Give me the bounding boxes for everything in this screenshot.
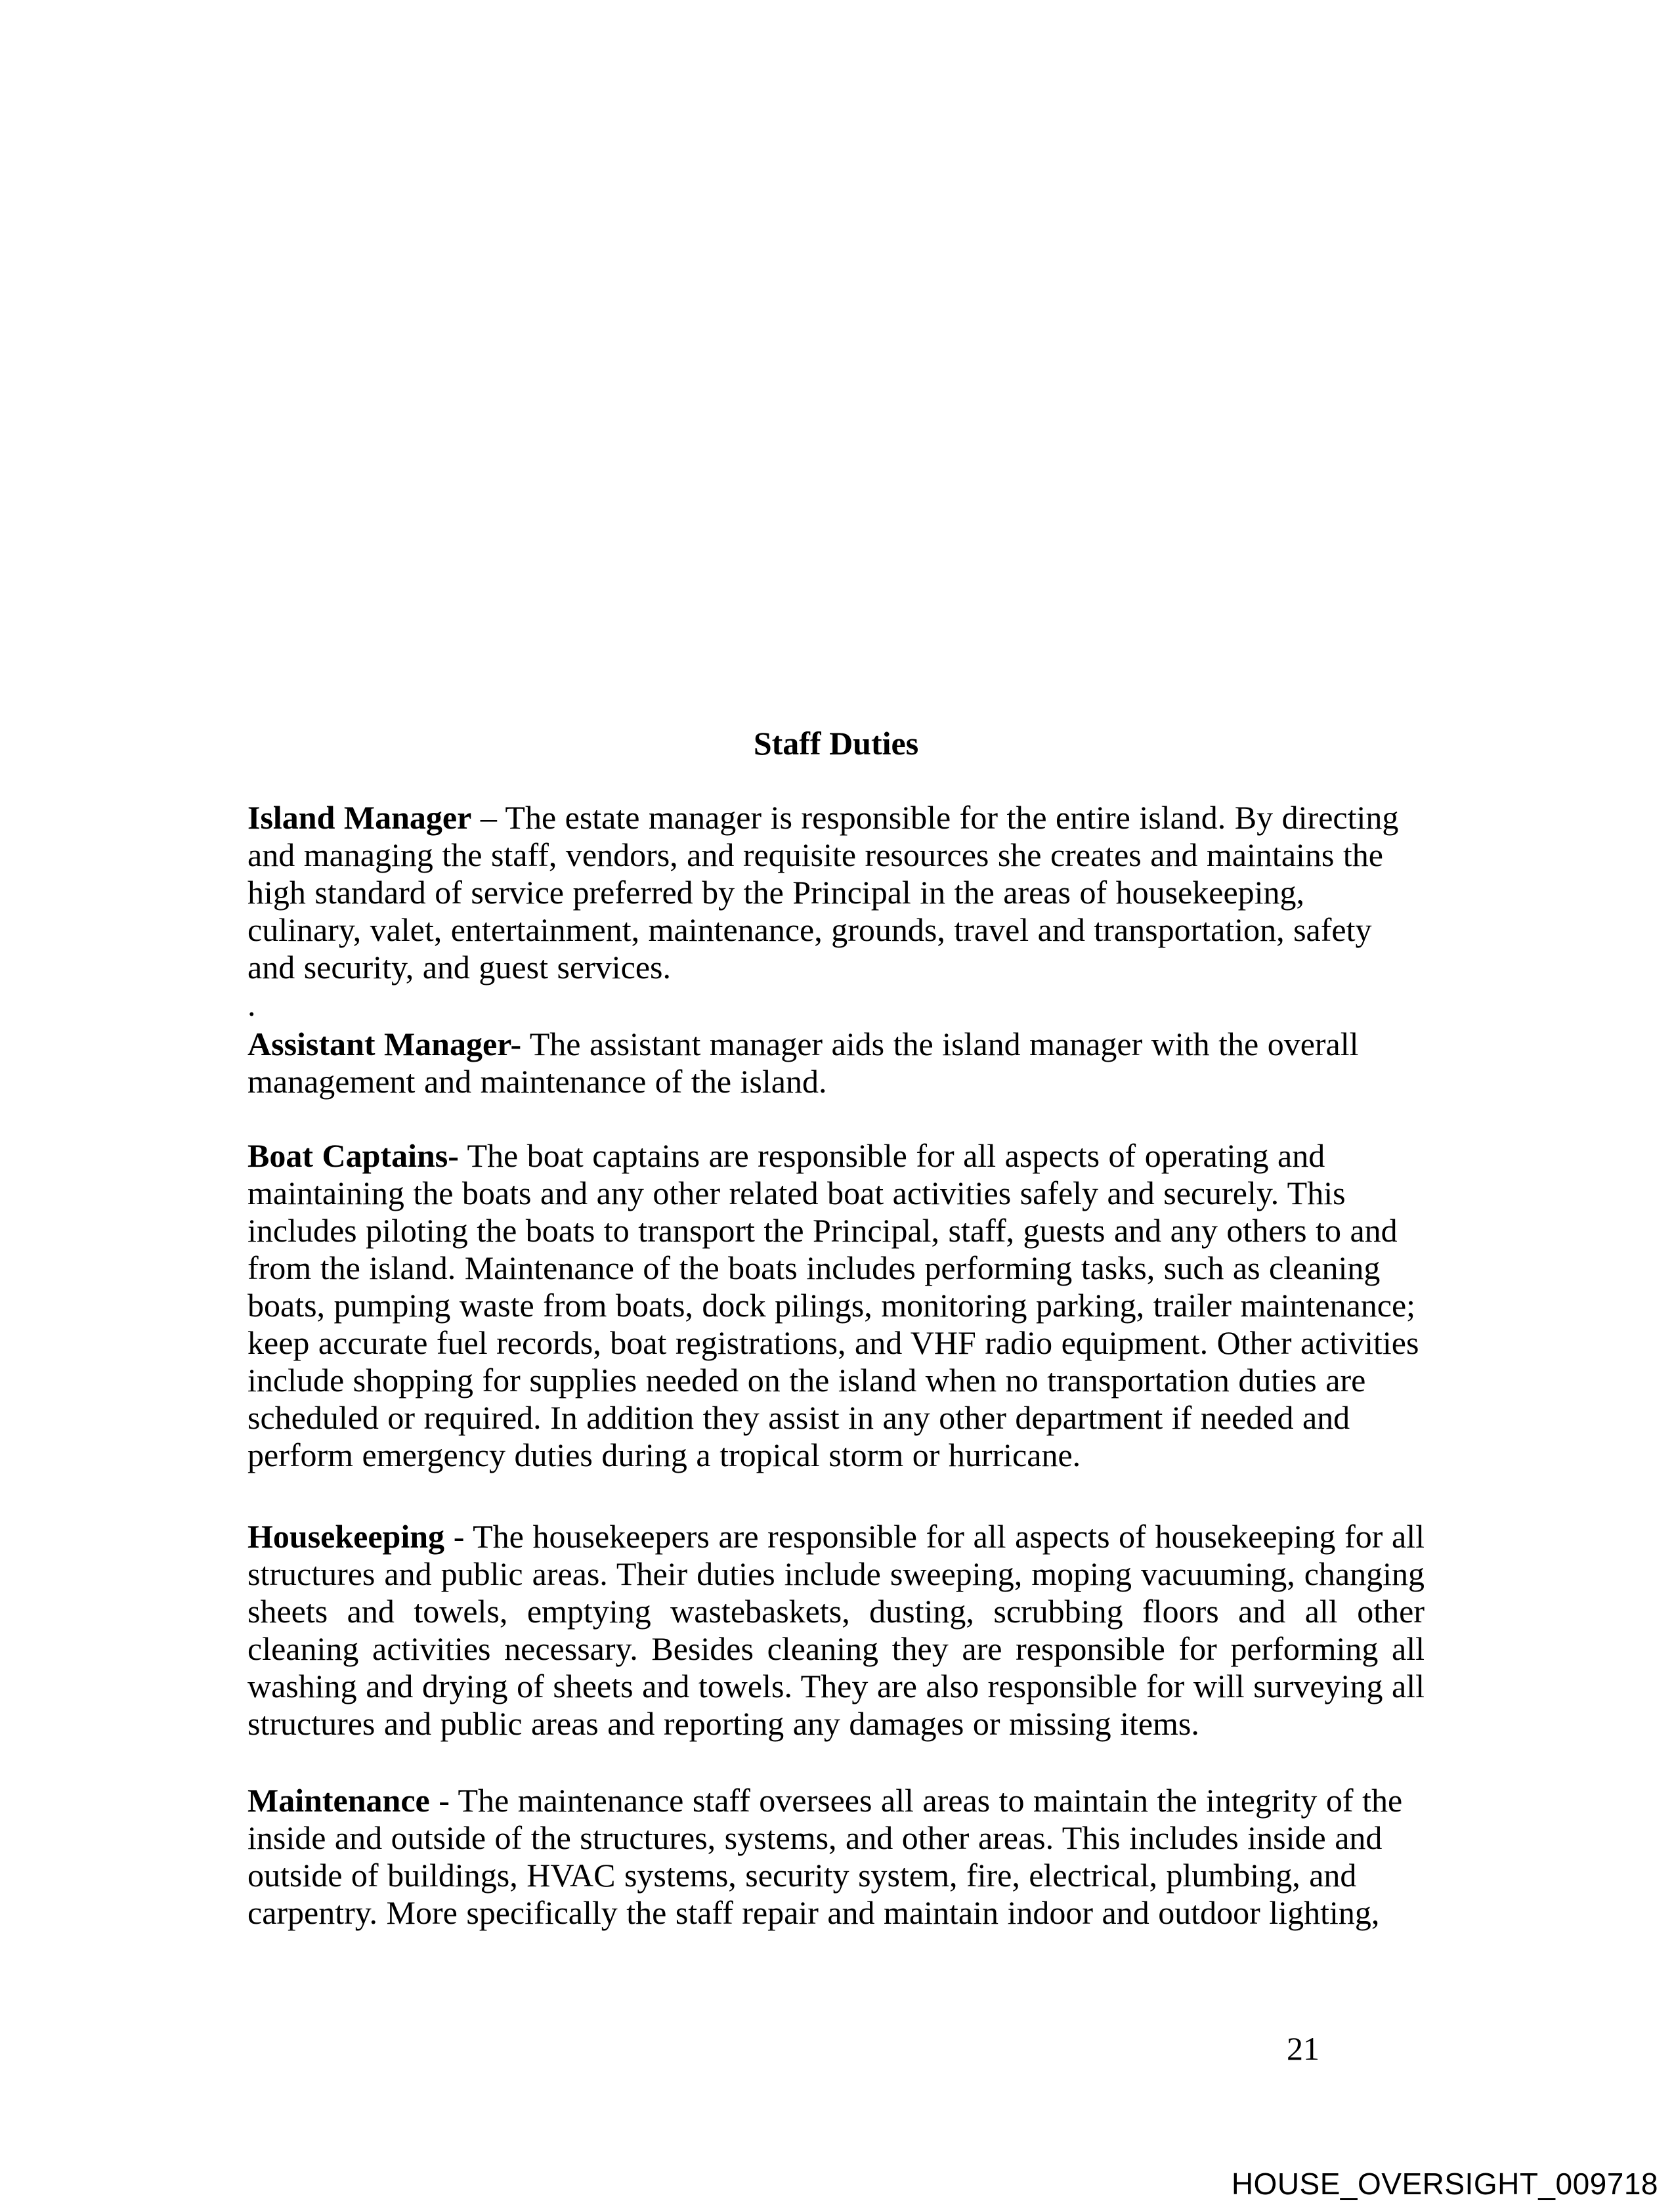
paragraph-maintenance-text: - The maintenance staff oversees all areas to maintain the integrity of the inside and outside of the structures, systems, and other areas. This includes inside and outside of buildings, HVAC systems, security system, fire, electrical, plumbing, and carpentry. More specifically the staff repair and maintain indoor and outdoor lighting,	[247, 1782, 1403, 1931]
paragraph-maintenance	[247, 1782, 1425, 1932]
paragraph-boat-captains	[247, 1137, 1425, 1474]
paragraph-housekeeping	[247, 1518, 1425, 1743]
paragraph-boat-captains-text: The boat captains are responsible for all aspects of operating and maintaining the boats and any other related boat activities safely and securely. This includes piloting the boats to transport the Principal, staff, guests and any others to and from the island. Maintenance of the boats includes performing tasks, such as cleaning boats, pumping waste from boats, dock pilings, monitoring parking, trailer maintenance; keep accurate fuel records, boat registrations, and VHF radio equipment. Other activities include shopping for supplies needed on the island when no transportation duties are scheduled or required. In addition they assist in any other department if needed and perform emergency duties during a tropical storm or hurricane.	[247, 1137, 1419, 1473]
orphan-period-text: .	[247, 986, 256, 1023]
orphan-period-line	[247, 986, 1425, 1024]
paragraph-island-manager-label: Island Manager	[247, 799, 472, 836]
bates-stamp-footer: HOUSE_OVERSIGHT_009718	[1231, 2167, 1658, 2201]
paragraph-assistant-manager-text: The assistant manager aids the island manager with the overall management and maintenance of the island.	[247, 1026, 1359, 1100]
paragraph-housekeeping-text: - The housekeepers are responsible for all aspects of housekeeping for all structures and public areas. Their duties include sweeping, moping vacuuming, changing sheets and towels, emptying wastebaskets, dusting, scrubbing floors and all other cleaning activities necessary. Besides cleaning they are responsible for performing all washing and drying of sheets and towels. They are also responsible for will surveying all structures and public areas and reporting any damages or missing items.	[247, 1518, 1425, 1742]
paragraph-island-manager-text: – The estate manager is responsible for the entire island. By directing and managing the staff, vendors, and requisite resources she creates and maintains the high standard of service preferred by the Principal in the areas of housekeeping, culinary, valet, entertainment, maintenance, grounds, travel and transportation, safety and security, and guest services.	[247, 799, 1399, 986]
page-number: 21	[1287, 2030, 1320, 2067]
paragraph-housekeeping-label: Housekeeping	[247, 1518, 445, 1555]
paragraph-assistant-manager-label: Assistant Manager-	[247, 1026, 522, 1062]
paragraph-island-manager	[247, 799, 1425, 986]
paragraph-maintenance-label: Maintenance	[247, 1782, 430, 1819]
page-title: Staff Duties	[753, 725, 919, 762]
paragraph-boat-captains-label: Boat Captains-	[247, 1137, 459, 1174]
paragraph-assistant-manager	[247, 1026, 1425, 1100]
